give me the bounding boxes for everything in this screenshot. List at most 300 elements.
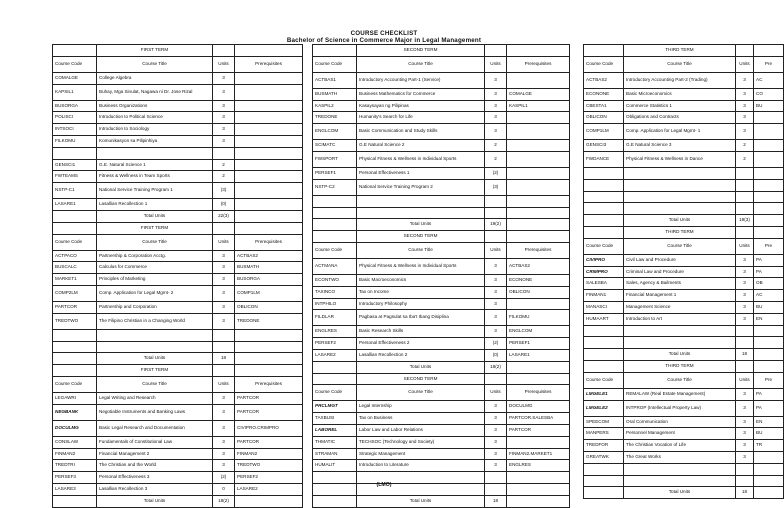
course-title: College Algebra <box>97 72 213 84</box>
course-title <box>624 167 736 179</box>
units-header: Units <box>485 385 507 401</box>
course-title: Labor Law and Labor Relations <box>357 424 485 436</box>
prerequisites-header: Prerequisites <box>507 385 570 401</box>
course-title: Management Science <box>624 301 736 313</box>
course-prerequisites: PARTCOR <box>235 392 303 404</box>
total-units-row <box>53 210 303 222</box>
course-row <box>313 310 570 326</box>
course-prerequisites: KASPIL1 <box>507 100 570 112</box>
course-row <box>313 195 570 207</box>
course-prerequisites: PARTCOR <box>235 404 303 420</box>
course-prerequisites <box>235 112 303 124</box>
course-prerequisites: ACTBAS2 <box>507 258 570 274</box>
course-units: (3) <box>485 179 507 195</box>
course-prerequisites <box>507 179 570 195</box>
course-units: 2 <box>736 140 754 152</box>
course-units <box>213 341 235 353</box>
course-title: TECHSOC (Technology and Society) <box>357 436 485 448</box>
prerequisites-header: Pre <box>754 372 784 388</box>
course-units: 3 <box>213 392 235 404</box>
course-title: REMALAW (Real Estate Management) <box>624 388 736 400</box>
course-code: LASARE2 <box>313 349 357 361</box>
course-prerequisites: PA <box>754 254 784 266</box>
course-code: MANPERS <box>584 428 624 440</box>
course-title-header: Course Title <box>97 56 213 72</box>
total-units-value: 18(2) <box>485 361 507 373</box>
total-units-label: Total Units <box>624 487 736 499</box>
term-header-row <box>313 231 570 243</box>
course-prerequisites <box>507 167 570 179</box>
course-title: Financial Management 2 <box>97 448 213 460</box>
term-label: FIRST TERM <box>97 365 213 377</box>
course-code-header: Course Code <box>584 372 624 388</box>
course-title: The Great Works <box>624 451 736 463</box>
term-header-row <box>53 365 303 377</box>
term-spacer <box>213 45 235 57</box>
course-units <box>736 463 754 475</box>
course-code <box>53 341 97 353</box>
total-spacer <box>53 495 97 507</box>
course-code-header: Course Code <box>313 242 357 258</box>
course-units: 3 <box>213 460 235 472</box>
units-header: Units <box>485 242 507 258</box>
total-spacer <box>507 219 570 231</box>
course-row <box>584 301 784 313</box>
total-units-label: Total Units <box>97 495 213 507</box>
course-title: The Christian and the World <box>97 460 213 472</box>
term-spacer <box>584 226 624 238</box>
course-row <box>313 112 570 124</box>
course-code: BUSMATH <box>313 88 357 100</box>
total-units-value: 18 <box>213 353 235 365</box>
prerequisites-header: Prerequisites <box>235 234 303 250</box>
term-header-row <box>584 360 784 372</box>
total-units-label: Total Units <box>97 210 213 222</box>
prerequisites-header: Prerequisites <box>235 376 303 392</box>
course-prerequisites: OB <box>754 278 784 290</box>
course-row <box>313 124 570 140</box>
course-units: 3 <box>213 285 235 301</box>
prerequisites-header: Prerequisites <box>235 56 303 72</box>
course-row <box>53 124 303 136</box>
course-title: National Service Training Program 2 <box>357 179 485 195</box>
course-title: Physical Fitness & Wellness in Individual Sports <box>357 258 485 274</box>
course-units: 3 <box>736 278 754 290</box>
course-prerequisites: LASARE1 <box>507 349 570 361</box>
total-units-value: 18 <box>736 487 754 499</box>
course-units: 3 <box>485 100 507 112</box>
course-units: 3 <box>736 72 754 88</box>
course-code: CIVIPRO <box>584 254 624 266</box>
course-title-header: Course Title <box>97 376 213 392</box>
course-units: (0) <box>485 349 507 361</box>
total-units-label: Total Units <box>624 215 736 227</box>
term-spacer <box>584 360 624 372</box>
course-prerequisites <box>754 112 784 124</box>
course-title <box>624 325 736 337</box>
course-prerequisites: BUSMATH <box>235 262 303 274</box>
course-row <box>313 338 570 350</box>
total-units-row <box>584 349 784 361</box>
total-units-label: Total Units <box>624 349 736 361</box>
course-row <box>584 325 784 337</box>
course-code <box>313 195 357 207</box>
course-row <box>584 451 784 463</box>
total-spacer <box>754 215 784 227</box>
course-units: 3 <box>213 301 235 313</box>
course-prerequisites: TREDTWO <box>235 460 303 472</box>
units-header: Units <box>213 376 235 392</box>
term-spacer <box>313 231 357 243</box>
term-spacer <box>485 373 507 385</box>
course-row <box>313 258 570 274</box>
course-code <box>584 463 624 475</box>
course-row <box>53 448 303 460</box>
term-spacer <box>235 222 303 234</box>
course-units: 3 <box>213 448 235 460</box>
course-row <box>53 285 303 301</box>
course-code: CRIMPRO <box>584 266 624 278</box>
course-units: 3 <box>736 88 754 100</box>
course-units: 3 <box>736 254 754 266</box>
column-header-row <box>313 242 570 258</box>
term-label: THIRD TERM <box>624 226 736 238</box>
course-row <box>584 266 784 278</box>
course-prerequisites <box>507 151 570 167</box>
course-units: 3 <box>485 88 507 100</box>
course-row <box>53 274 303 286</box>
course-prerequisites: BU <box>754 428 784 440</box>
course-code <box>584 337 624 349</box>
course-row <box>313 72 570 88</box>
term-header-row <box>53 222 303 234</box>
total-units-label: Total Units <box>357 361 485 373</box>
course-row <box>584 88 784 100</box>
course-units: 3 <box>736 266 754 278</box>
course-title: The Filipino Christian in a Changing World <box>97 313 213 329</box>
course-units: 3 <box>485 258 507 274</box>
course-prerequisites <box>754 140 784 152</box>
term-spacer <box>754 360 784 372</box>
total-units-value: 18(2) <box>213 495 235 507</box>
course-code <box>584 191 624 203</box>
course-row <box>53 262 303 274</box>
course-units: 3 <box>485 286 507 298</box>
course-row <box>313 436 570 448</box>
course-title: Partnership & Corporation Acctg. <box>97 250 213 262</box>
course-units: 3 <box>736 451 754 463</box>
course-title: Personal Effectiveness 2 <box>357 338 485 350</box>
term-spacer <box>584 45 624 57</box>
term-label: THIRD TERM <box>624 360 736 372</box>
course-code: NSTP-C2 <box>313 179 357 195</box>
course-prerequisites <box>507 124 570 140</box>
course-row <box>584 191 784 203</box>
prerequisites-header: Pre <box>754 56 784 72</box>
course-units: 3 <box>736 440 754 452</box>
course-code: PERSEF1 <box>313 167 357 179</box>
course-title: Fundamentals of Constitutional Law <box>97 436 213 448</box>
course-row <box>584 167 784 179</box>
course-code: FWSPORT <box>313 151 357 167</box>
course-code: FILKOMU <box>53 135 97 147</box>
course-prerequisites <box>235 147 303 159</box>
course-code: GREATWK <box>584 451 624 463</box>
prerequisites-header: Prerequisites <box>507 242 570 258</box>
course-units: 3 <box>736 400 754 416</box>
total-units-row <box>313 219 570 231</box>
term-header-row <box>313 45 570 57</box>
term-header-row <box>53 45 303 57</box>
course-row <box>584 72 784 88</box>
course-code: ACTMANA <box>313 258 357 274</box>
course-row <box>584 203 784 215</box>
course-prerequisites: COMP1LM <box>235 285 303 301</box>
total-spacer <box>584 215 624 227</box>
course-code: SCIMATC <box>313 140 357 152</box>
total-units-label: Total Units <box>357 495 485 507</box>
course-prerequisites: ECONONE <box>507 274 570 286</box>
course-units: 3 <box>213 436 235 448</box>
total-spacer <box>235 495 303 507</box>
course-prerequisites: FILKOMU <box>507 310 570 326</box>
course-prerequisites: PA <box>754 400 784 416</box>
course-units <box>736 203 754 215</box>
course-code: SPEECOM <box>584 416 624 428</box>
course-prerequisites <box>235 199 303 211</box>
course-code-header: Course Code <box>53 234 97 250</box>
course-units <box>736 179 754 191</box>
document-title: COURSE CHECKLIST <box>350 30 418 37</box>
course-row <box>53 100 303 112</box>
term-spacer <box>507 373 570 385</box>
course-units: 3 <box>736 416 754 428</box>
course-code <box>313 207 357 219</box>
course-code: ACTBAS2 <box>584 72 624 88</box>
course-prerequisites <box>754 124 784 140</box>
term-label: SECOND TERM <box>357 45 485 57</box>
course-units: 3 <box>485 460 507 472</box>
course-title: Physical Fitness & Wellness in Dance <box>624 151 736 167</box>
course-title: Partnership and Corporation <box>97 301 213 313</box>
term-spacer <box>754 226 784 238</box>
course-prerequisites <box>507 195 570 207</box>
checklist-column-3 <box>583 44 784 499</box>
course-row <box>313 151 570 167</box>
course-prerequisites: PARTCOR <box>507 424 570 436</box>
course-code: LEGAWRI <box>53 392 97 404</box>
units-header: Units <box>736 238 754 254</box>
term-label: FIRST TERM <box>97 45 213 57</box>
course-units: 3 <box>213 420 235 436</box>
course-row <box>584 278 784 290</box>
course-code <box>584 325 624 337</box>
term-spacer <box>235 45 303 57</box>
course-row <box>53 112 303 124</box>
column-header-row <box>53 376 303 392</box>
course-row <box>53 420 303 436</box>
course-units <box>736 191 754 203</box>
course-title: G.E Natural Science 2 <box>357 140 485 152</box>
course-prerequisites: DOCULMG <box>507 401 570 413</box>
course-code: ACTBAS1 <box>313 72 357 88</box>
term-header-row <box>584 45 784 57</box>
course-code-header: Course Code <box>313 385 357 401</box>
course-title: Legal Internship <box>357 401 485 413</box>
course-code-header: Course Code <box>53 56 97 72</box>
course-row <box>313 140 570 152</box>
total-units-row <box>584 215 784 227</box>
course-prerequisites <box>507 112 570 124</box>
total-spacer <box>235 353 303 365</box>
course-prerequisites <box>754 337 784 349</box>
course-title: Kasaysayan ng Pilipinas <box>357 100 485 112</box>
course-prerequisites: BUSORGA <box>235 274 303 286</box>
column-header-row <box>584 56 784 72</box>
course-title <box>97 341 213 353</box>
course-title: Strategic Management <box>357 448 485 460</box>
course-prerequisites: PA <box>754 388 784 400</box>
course-units: 2 <box>485 151 507 167</box>
course-prerequisites: OBLICON <box>235 301 303 313</box>
total-spacer <box>507 361 570 373</box>
course-code: ENGLCOM <box>313 124 357 140</box>
course-title: Buhay, Mga Sinulat, Nagawa ni Dr. Jose Rizal <box>97 84 213 100</box>
course-code: NSTP-C1 <box>53 183 97 199</box>
total-units-label: Total Units <box>97 353 213 365</box>
course-prerequisites <box>754 179 784 191</box>
total-spacer <box>584 487 624 499</box>
total-spacer <box>754 487 784 499</box>
course-prerequisites <box>235 329 303 341</box>
course-prerequisites <box>754 203 784 215</box>
course-prerequisites: BU <box>754 100 784 112</box>
term-label: THIRD TERM <box>624 45 736 57</box>
course-code: LABOREL <box>313 424 357 436</box>
course-title: Personnel Management <box>624 428 736 440</box>
course-units <box>485 195 507 207</box>
course-units <box>213 329 235 341</box>
course-row <box>584 100 784 112</box>
course-code: COMALGE <box>53 72 97 84</box>
course-title-header: Course Title <box>357 56 485 72</box>
course-title <box>624 337 736 349</box>
course-title: Comp. Application for Legal Mgmt- 2 <box>97 285 213 301</box>
term-label: FIRST TERM <box>97 222 213 234</box>
course-code: TREDTRI <box>53 460 97 472</box>
course-row <box>584 179 784 191</box>
course-prerequisites: CO <box>754 88 784 100</box>
course-title: Financial Management 1 <box>624 290 736 302</box>
course-code <box>584 179 624 191</box>
total-units-row <box>584 487 784 499</box>
total-spacer <box>53 210 97 222</box>
course-units: 3 <box>736 313 754 325</box>
course-code: LASARE3 <box>53 483 97 495</box>
course-code: TREDTWO <box>53 313 97 329</box>
course-title: National Service Training Program 1 <box>97 183 213 199</box>
course-code: BUSCALC <box>53 262 97 274</box>
course-units <box>736 337 754 349</box>
course-code <box>584 167 624 179</box>
course-row <box>584 400 784 416</box>
course-code: FINMAN2 <box>53 448 97 460</box>
course-code: TAXINCO <box>313 286 357 298</box>
course-title <box>357 195 485 207</box>
term-label: SECOND TERM <box>357 231 485 243</box>
course-row <box>53 171 303 183</box>
course-code <box>584 203 624 215</box>
units-header: Units <box>213 234 235 250</box>
course-title-header: Course Title <box>624 372 736 388</box>
course-row <box>53 159 303 171</box>
course-title <box>624 463 736 475</box>
course-units: 3 <box>485 72 507 88</box>
course-row <box>53 183 303 199</box>
course-code: FINMAN1 <box>584 290 624 302</box>
course-code: TREDFOR <box>584 440 624 452</box>
course-code: COMP1LM <box>584 124 624 140</box>
course-code: ENGLRES <box>313 326 357 338</box>
course-prerequisites: BU <box>754 301 784 313</box>
document-footer: (LMO) <box>376 482 392 488</box>
prerequisites-header: Prerequisites <box>507 56 570 72</box>
course-code: NEGBANK <box>53 404 97 420</box>
course-prerequisites: ENGLCOM <box>507 326 570 338</box>
units-header: Units <box>736 56 754 72</box>
course-code: KASPIL2 <box>313 100 357 112</box>
course-title: Comp. Application for Legal Mgmt- 1 <box>624 124 736 140</box>
course-units: 3 <box>485 413 507 425</box>
course-row <box>584 151 784 167</box>
course-title: Lasallian Recollection 3 <box>97 483 213 495</box>
course-prerequisites <box>507 298 570 310</box>
course-row <box>53 329 303 341</box>
course-units: 3 <box>485 448 507 460</box>
course-title: Calculus for Commerce <box>97 262 213 274</box>
total-spacer <box>313 361 357 373</box>
term-spacer <box>313 373 357 385</box>
units-header: Units <box>736 372 754 388</box>
course-title: Sales, Agency & Bailments <box>624 278 736 290</box>
course-prerequisites: TR <box>754 440 784 452</box>
course-prerequisites <box>235 341 303 353</box>
term-spacer <box>313 45 357 57</box>
course-prerequisites: PARTCOR <box>235 436 303 448</box>
course-title: Lasallian Recollection 1 <box>97 199 213 211</box>
course-units: 3 <box>736 124 754 140</box>
course-prerequisites: OBLICON <box>507 286 570 298</box>
course-row <box>584 463 784 475</box>
term-spacer <box>53 365 97 377</box>
term-spacer <box>485 45 507 57</box>
course-row <box>313 100 570 112</box>
course-row <box>53 436 303 448</box>
course-row <box>313 298 570 310</box>
course-title: Personal Effectiveness 1 <box>357 167 485 179</box>
total-units-value: 19(2) <box>485 219 507 231</box>
total-units-value: 18 <box>485 495 507 507</box>
course-row <box>313 460 570 472</box>
term-spacer <box>507 45 570 57</box>
course-prerequisites <box>507 436 570 448</box>
course-units: 3 <box>485 326 507 338</box>
course-prerequisites <box>754 151 784 167</box>
course-row <box>53 250 303 262</box>
course-units: 2 <box>213 171 235 183</box>
course-prerequisites <box>754 463 784 475</box>
course-code: DOCULMG <box>53 420 97 436</box>
